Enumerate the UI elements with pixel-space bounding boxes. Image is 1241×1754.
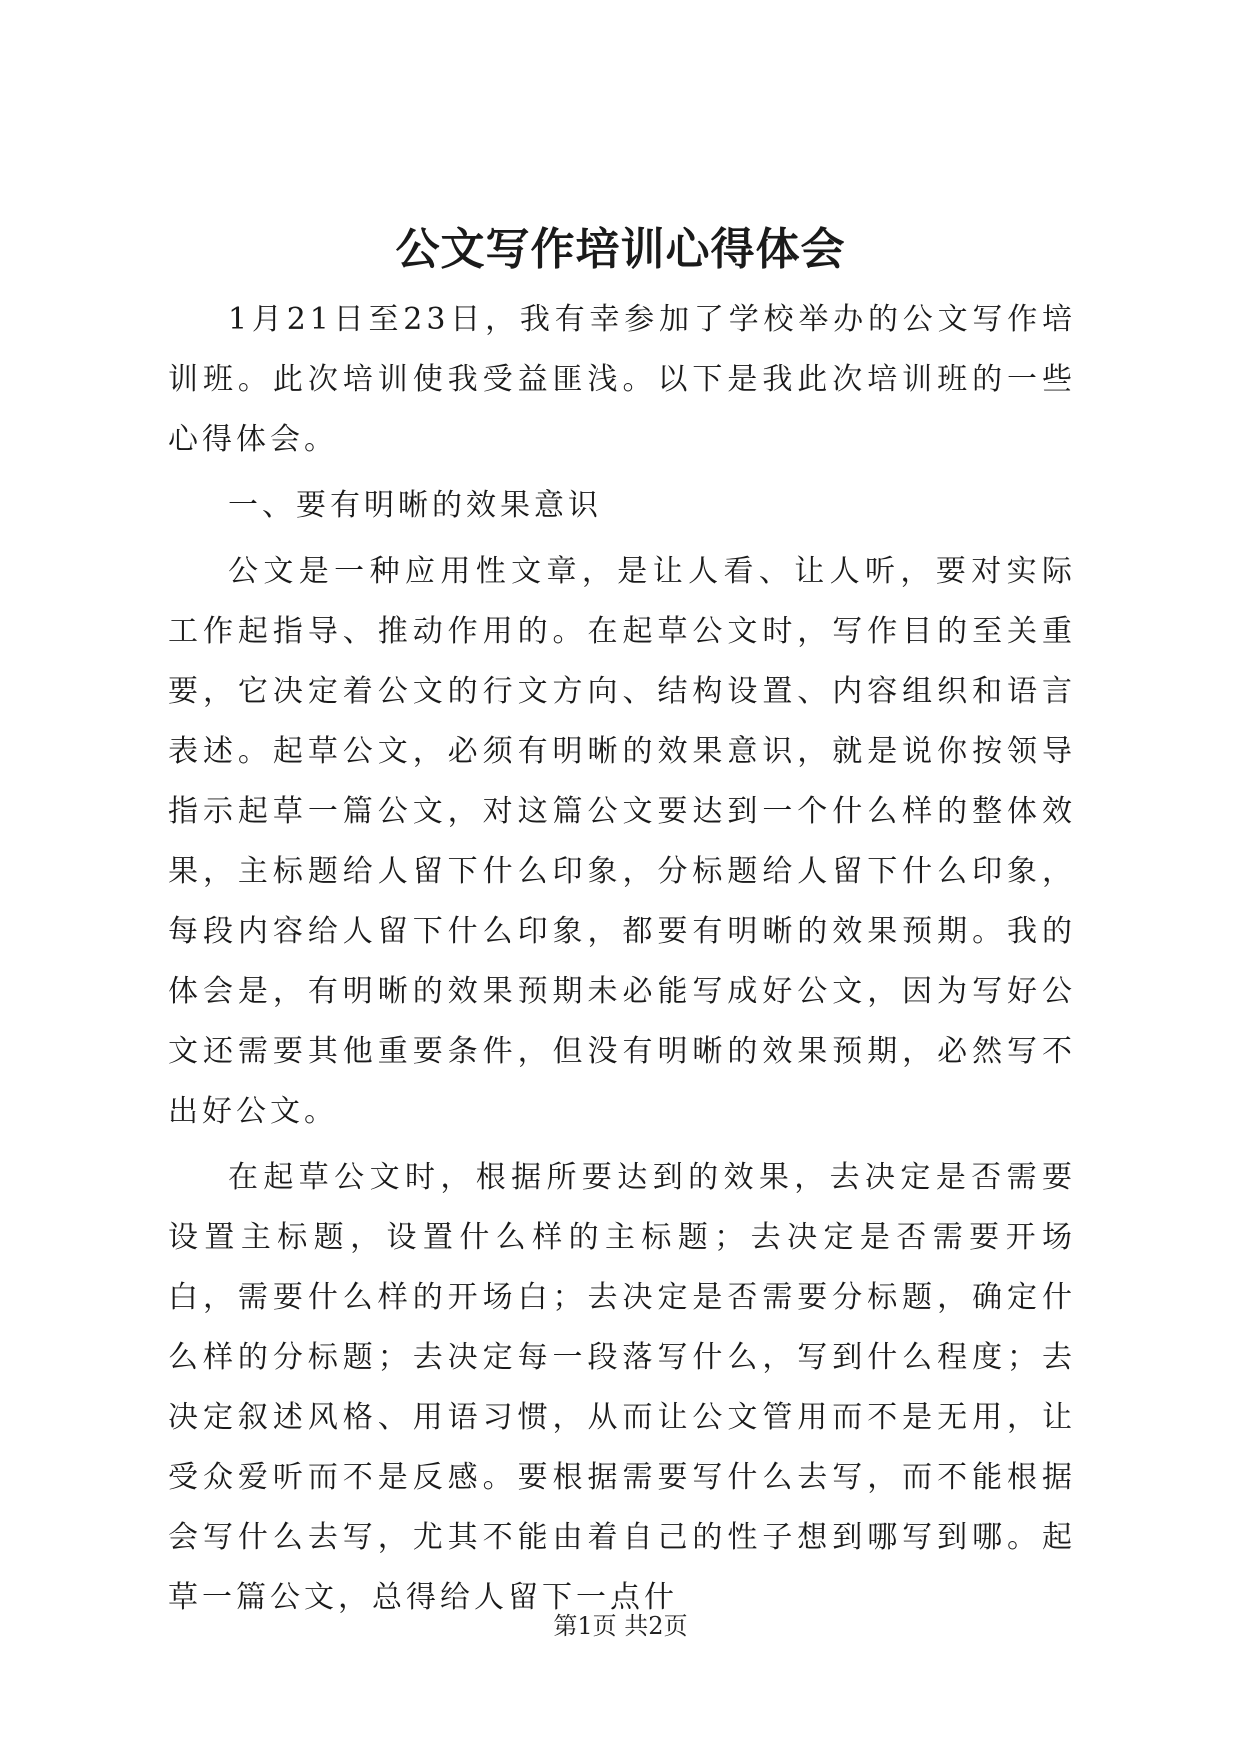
- paragraph-section-1-cont: 在起草公文时，根据所要达到的效果，去决定是否需要设置主标题，设置什么样的主标题；去决定是否需要开场白，需要什么样的开场白；去决定是否需要分标题，确定什么样的分标题；去决定每一段落写什么，写到什么程度；去决定叙述风格、用语习惯，从而让公文管用而不是无用，让受众爱听而不是反感。要根据需要写什么去写，而不能根据会写什么去写，尤其不能由着自己的性子想到哪写到哪。起草一篇公文，总得给人留下一点什: [168, 1160, 1076, 1615]
- section-heading-1: 一、要有明晰的效果意识: [228, 488, 602, 523]
- paragraph-intro: 1月21日至23日，我有幸参加了学校举办的公文写作培训班。此次培训使我受益匪浅。以下是我此次培训班的一些心得体会。: [168, 302, 1076, 457]
- paragraph-section-1: 公文是一种应用性文章，是让人看、让人听，要对实际工作起指导、推动作用的。在起草公文时，写作目的至关重要，它决定着公文的行文方向、结构设置、内容组织和语言表述。起草公文，必须有明晰的效果意识，就是说你按领导指示起草一篇公文，对这篇公文要达到一个什么样的整体效果，主标题给人留下什么印象，分标题给人留下什么印象，每段内容给人留下什么印象，都要有明晰的效果预期。我的体会是，有明晰的效果预期未必能写成好公文，因为写好公文还需要其他重要条件，但没有明晰的效果预期，必然写不出好公文。: [168, 554, 1076, 1129]
- document-body: [168, 290, 1076, 1634]
- page-number-footer: 第1页 共2页: [553, 1612, 688, 1640]
- document-title: 公文写作培训心得体会: [395, 224, 846, 275]
